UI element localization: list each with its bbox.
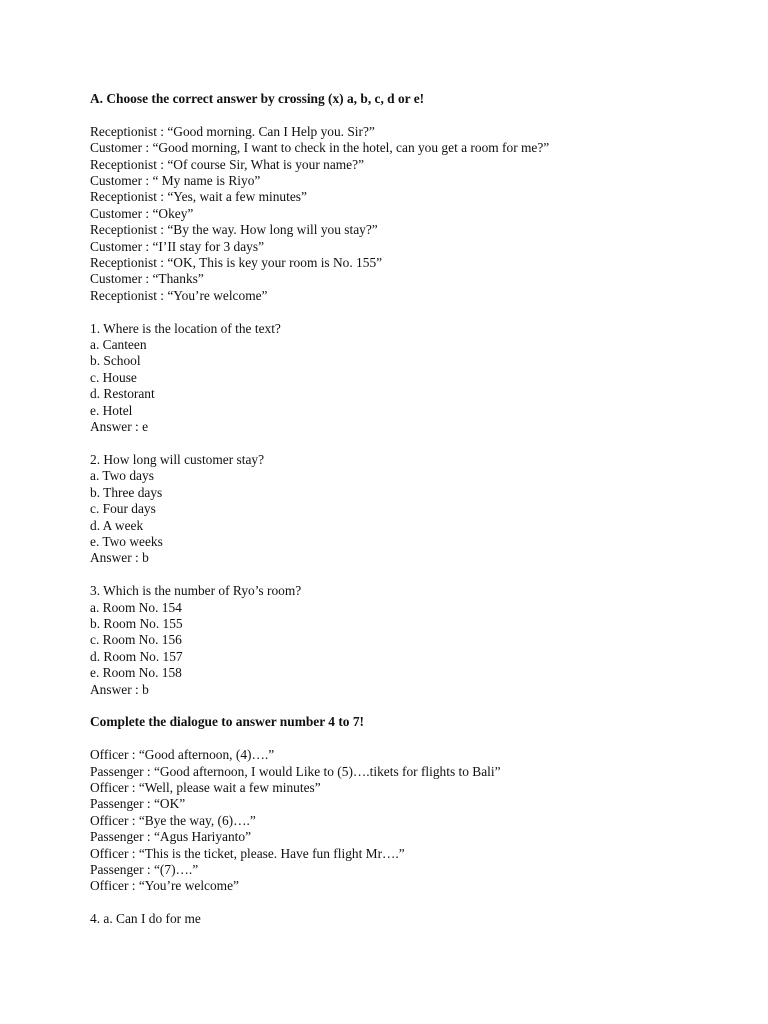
question-3	[90, 583, 730, 698]
question-text: 3. Which is the number of Ryo’s room?	[90, 583, 302, 599]
spacer	[90, 567, 730, 583]
answer-option: d. Room No. 157	[90, 648, 183, 664]
answer-option: a. Two days	[90, 468, 154, 484]
question-text: 2. How long will customer stay?	[90, 451, 265, 467]
question-2	[90, 452, 730, 567]
dialogue-line: Officer : “Well, please wait a few minutes”	[90, 779, 321, 795]
answer-key: Answer : b	[90, 550, 149, 566]
answer-option: a. Canteen	[90, 337, 147, 353]
dialogue-line: Receptionist : “OK, This is key your room is No. 155”	[90, 255, 383, 271]
answer-option: c. Room No. 156	[90, 632, 182, 648]
dialogue-line: Customer : “ My name is Riyo”	[90, 173, 261, 189]
answer-option: e. Hotel	[90, 402, 133, 418]
hotel-dialogue	[90, 124, 730, 304]
document-content	[90, 91, 730, 928]
spacer	[90, 107, 730, 123]
dialogue-line: Customer : “I’II stay for 3 days”	[90, 238, 265, 254]
dialogue-line: Customer : “Good morning, I want to check in the hotel, can you get a room for me?”	[90, 140, 550, 156]
dialogue-line: Passenger : “(7)….”	[90, 862, 199, 877]
dialogue-line: Receptionist : “Good morning. Can I Help you. Sir?”	[90, 123, 375, 139]
airport-dialogue	[90, 747, 730, 895]
dialogue-line: Passenger : “Agus Hariyanto”	[90, 829, 252, 845]
question-4-option: 4. a. Can I do for me	[90, 911, 201, 927]
answer-option: e. Two weeks	[90, 533, 163, 549]
answer-option: d. Restorant	[90, 386, 155, 402]
answer-option: c. House	[90, 369, 137, 385]
section-b-heading: Complete the dialogue to answer number 4 to 7!	[90, 714, 364, 730]
answer-key: Answer : b	[90, 681, 149, 697]
answer-option: e. Room No. 158	[90, 665, 182, 681]
answer-option: b. School	[90, 353, 141, 369]
dialogue-line: Receptionist : “Of course Sir, What is your name?”	[90, 156, 365, 172]
dialogue-line: Officer : “Good afternoon, (4)….”	[90, 747, 275, 763]
answer-option: c. Four days	[90, 501, 156, 517]
question-1	[90, 321, 730, 436]
dialogue-line: Officer : “This is the ticket, please. Have fun flight Mr….”	[90, 845, 405, 861]
dialogue-line: Receptionist : “By the way. How long will you stay?”	[90, 222, 378, 238]
spacer	[90, 436, 730, 452]
answer-option: d. A week	[90, 517, 144, 533]
dialogue-line: Customer : “Okey”	[90, 205, 194, 221]
question-text: 1. Where is the location of the text?	[90, 320, 281, 336]
spacer	[90, 895, 730, 911]
answer-option: a. Room No. 154	[90, 599, 182, 615]
answer-option: b. Three days	[90, 484, 163, 500]
spacer	[90, 731, 730, 747]
spacer	[90, 698, 730, 714]
answer-key: Answer : e	[90, 419, 149, 435]
dialogue-line: Customer : “Thanks”	[90, 271, 204, 287]
dialogue-line: Passenger : “Good afternoon, I would Like to (5)….tikets for flights to Bali”	[90, 763, 501, 779]
answer-option: b. Room No. 155	[90, 615, 183, 631]
dialogue-line: Officer : “Bye the way, (6)….”	[90, 812, 256, 828]
dialogue-line: Officer : “You’re welcome”	[90, 878, 239, 894]
spacer	[90, 304, 730, 320]
section-a-heading: A. Choose the correct answer by crossing (x) a, b, c, d or e!	[90, 91, 425, 106]
dialogue-line: Receptionist : “Yes, wait a few minutes”	[90, 189, 307, 205]
dialogue-line: Passenger : “OK”	[90, 796, 186, 812]
dialogue-line: Receptionist : “You’re welcome”	[90, 287, 268, 303]
